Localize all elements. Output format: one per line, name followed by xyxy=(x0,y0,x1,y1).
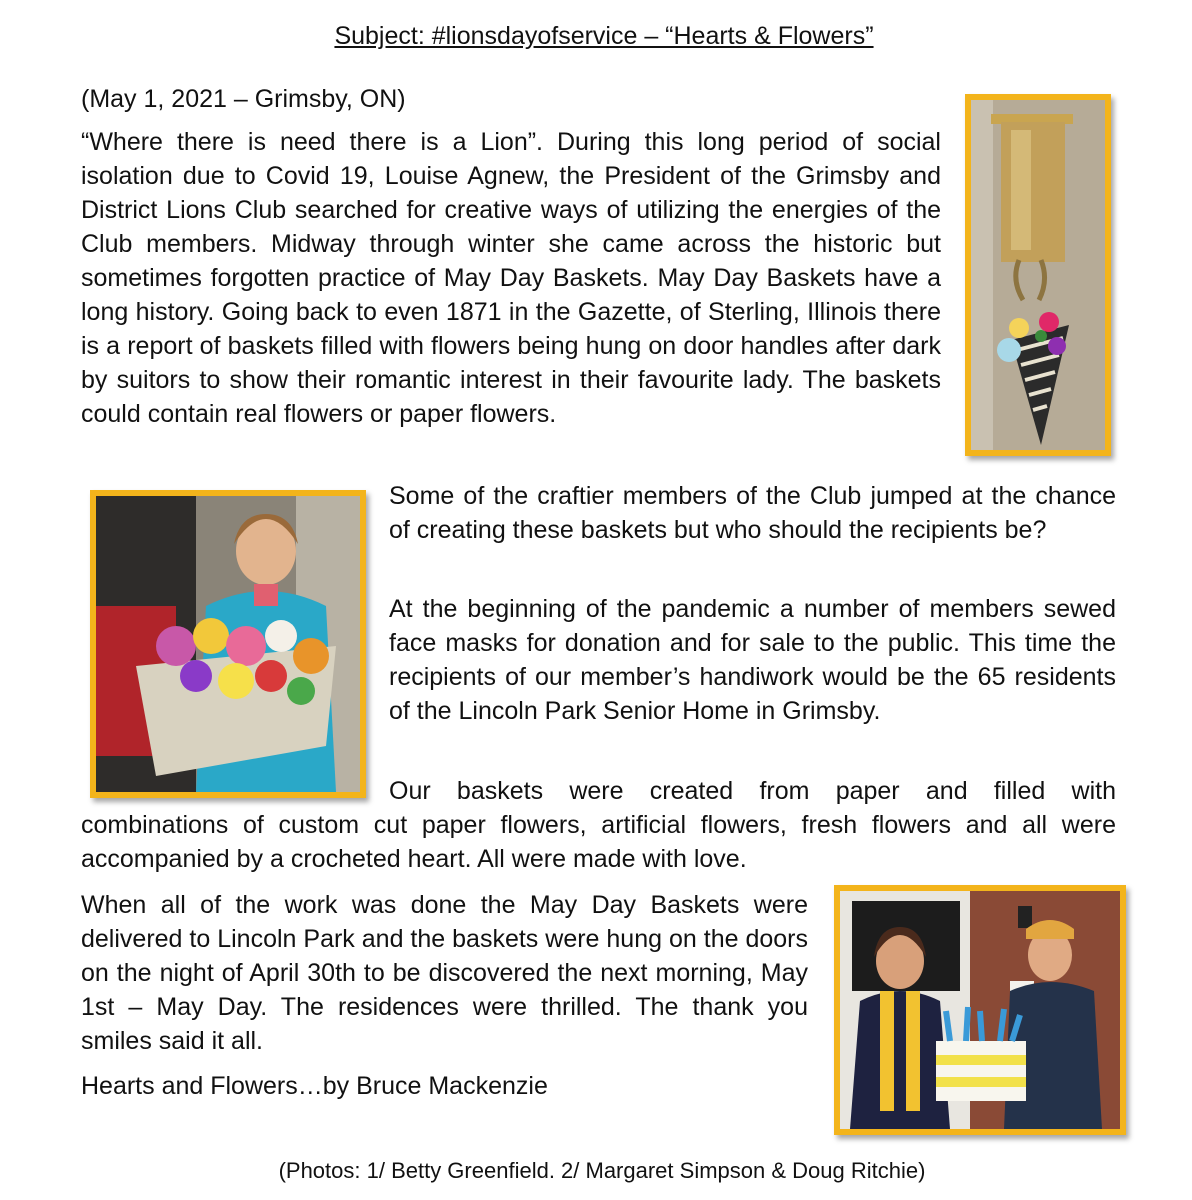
couple-with-basket-photo xyxy=(834,885,1126,1135)
byline: Hearts and Flowers…by Bruce Mackenzie xyxy=(81,1072,548,1100)
paragraph-face-masks: At the beginning of the pandemic a number of members sewed face masks for donation and for sale to the public. This time the recipients of our member’s handiwork would be the 65 residents of the Lincoln Park Senior Home in Grimsby. xyxy=(389,595,1116,725)
paragraph-baskets-start: Our baskets were created from paper and filled with xyxy=(389,777,1116,805)
woman-with-flowers-photo xyxy=(90,490,366,798)
paragraph-recipients: Some of the craftier members of the Club jumped at the chance of creating these baskets but who should the recipients be? xyxy=(389,482,1116,544)
paragraph-delivery: When all of the work was done the May Day Baskets were delivered to Lincoln Park and the baskets were hung on the doors on the night of April 30th to be discovered the next morning, May 1st – May Day. The residences were thrilled. The thank you smiles said it all. xyxy=(81,891,808,1055)
dateline: (May 1, 2021 – Grimsby, ON) xyxy=(81,85,406,113)
hanging-basket-photo xyxy=(965,94,1111,456)
paragraph-intro: “Where there is need there is a Lion”. During this long period of social isolation due to Covid 19, Louise Agnew, the President of the Grimsby and District Lions Club searched for creative ways of utilizing the energies of the Club members. Midway through winter she came across the historic but sometimes forgotten practice of May Day Baskets. May Day Baskets have a long history. Going back to even 1871 in the Gazette, of Sterling, Illinois there is a report of baskets filled with flowers being hung on door handles after dark by suitors to show their romantic interest in their favourite lady. The baskets could contain real flowers or paper flowers. xyxy=(81,128,941,428)
subject-line: Subject: #lionsdayofservice – “Hearts & Flowers” xyxy=(334,22,874,50)
photo-caption: (Photos: 1/ Betty Greenfield. 2/ Margaret Simpson & Doug Ritchie) xyxy=(278,1158,926,1183)
paragraph-baskets-cont: combinations of custom cut paper flowers, artificial flowers, fresh flowers and all were accompanied by a crocheted heart. All were made with love. xyxy=(81,811,1116,873)
